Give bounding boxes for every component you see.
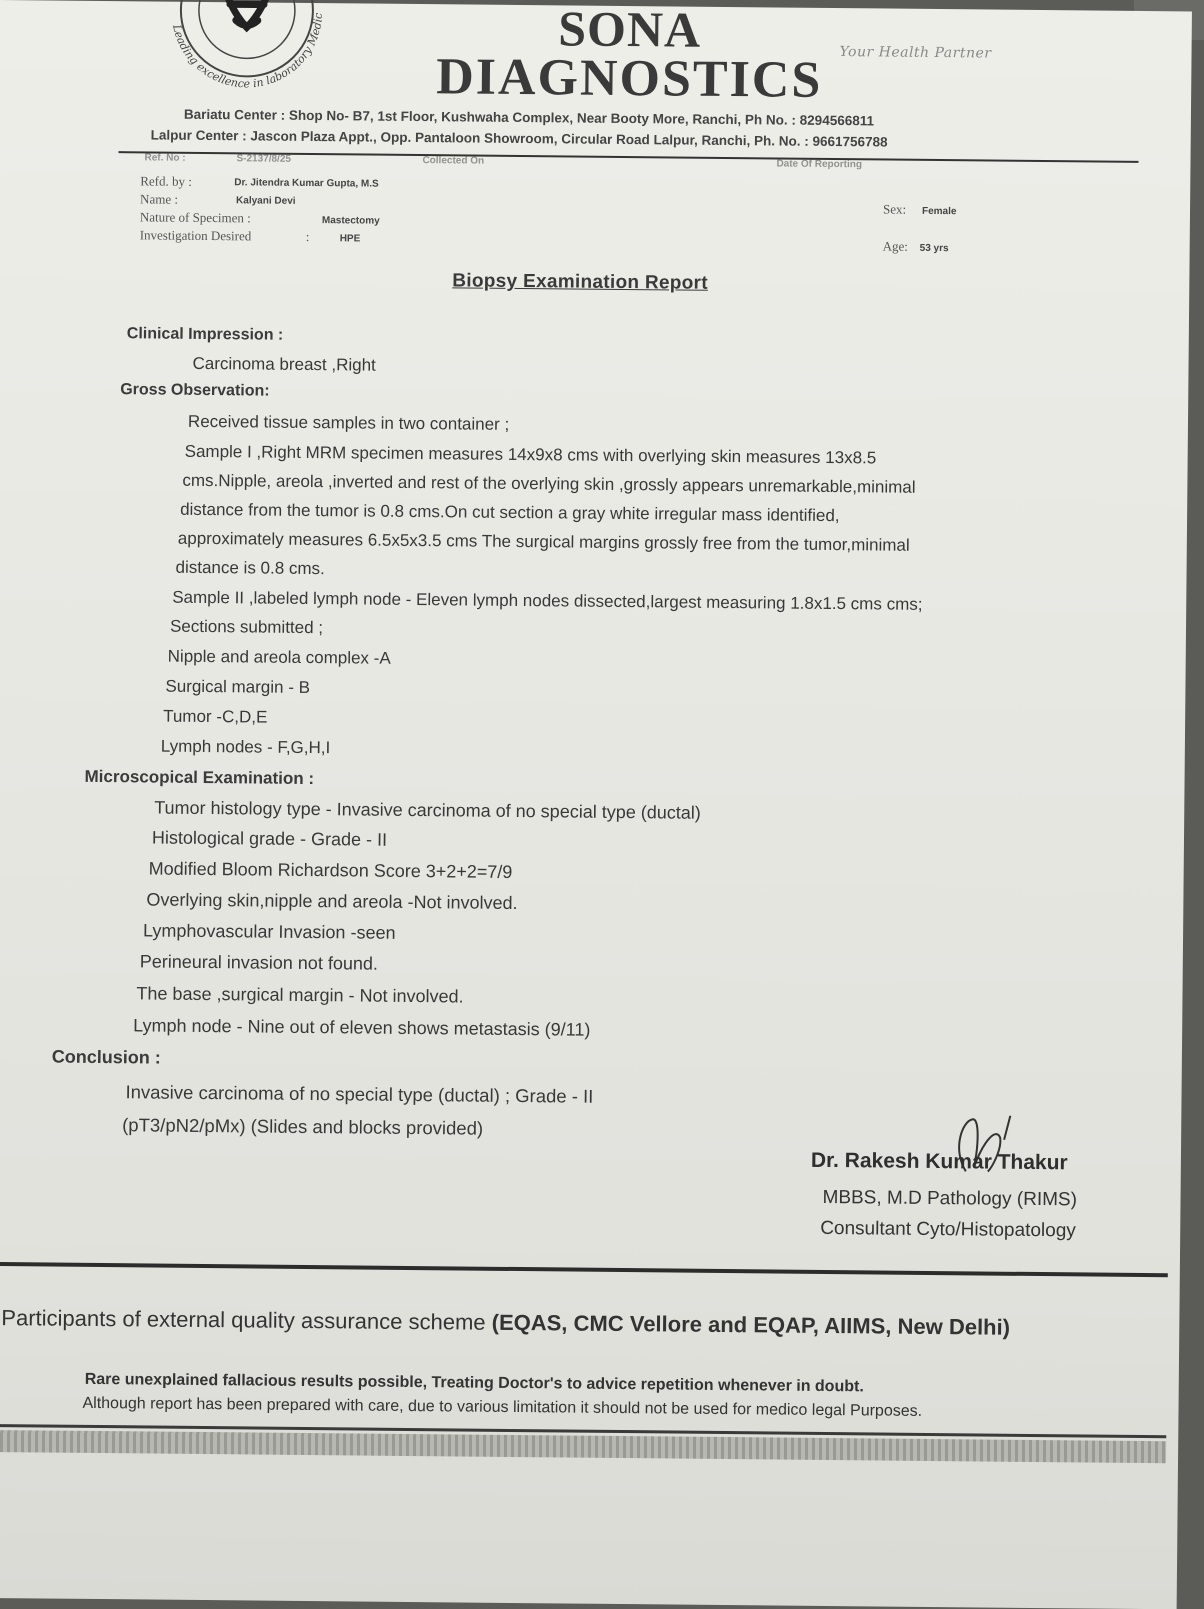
gross-line: Received tissue samples in two container ; (187, 411, 510, 434)
eqas-prefix: Participants of external quality assurance scheme (1, 1305, 486, 1335)
micro-line: Histological grade - Grade - II (151, 827, 388, 850)
gross-line: distance is 0.8 cms. (175, 557, 325, 579)
signatory-qualification: MBBS, M.D Pathology (RIMS) (822, 1186, 1078, 1211)
gross-line: Lymph nodes - F,G,H,I (160, 736, 331, 758)
signatory-designation: Consultant Cyto/Histopatology (820, 1217, 1076, 1242)
brand-line-2: DIAGNOSTICS (435, 48, 823, 109)
address-lalpur: Lalpur Center : Jascon Plaza Appt., Opp. Pantaloon Showroom, Circular Road Lalpur, Ranchi, Ph. No. : 9661756788 (150, 127, 888, 150)
refd-by-label: Refd. by : (140, 173, 192, 189)
ref-no-value: S-2137/8/25 (236, 153, 292, 165)
micro-line: Overlying skin,nipple and areola -Not involved. (146, 889, 518, 914)
gross-observation-heading: Gross Observation: (120, 381, 270, 400)
specimen-value: Mastectomy (321, 215, 380, 227)
conclusion-line: Invasive carcinoma of no special type (ductal) ; Grade - II (125, 1081, 594, 1107)
gross-line: Surgical margin - B (165, 676, 311, 698)
report-title: Biopsy Examination Report (452, 270, 709, 294)
clinical-impression-text: Carcinoma breast ,Right (192, 353, 376, 375)
gross-line: cms.Nipple, areola ,inverted and rest of the overlying skin ,grossly appears unremarkable,minimal (182, 470, 916, 497)
address-bariatu: Bariatu Center : Shop No- B7, 1st Floor, Kushwaha Complex, Near Booty More, Ranchi, Ph No. : 8294566811 (183, 106, 875, 129)
micro-line: The base ,surgical margin - Not involved. (136, 983, 464, 1007)
name-value: Kalyani Devi (236, 195, 296, 207)
brand-name (419, 0, 840, 109)
micro-line: Lymphovascular Invasion -seen (142, 920, 396, 943)
collected-on-label: Collected On (422, 155, 485, 167)
brand-line-1: SONA (558, 0, 702, 58)
footer-rule (0, 1262, 1168, 1277)
microscopical-heading: Microscopical Examination : (84, 766, 315, 789)
gross-line: approximately measures 6.5x5x3.5 cms The surgical margins grossly free from the tumor,minimal (177, 528, 910, 555)
date-of-reporting-label: Date Of Reporting (776, 158, 863, 171)
eqas-bodies: (EQAS, CMC Vellore and EQAP, AIIMS, New Delhi) (491, 1309, 1011, 1340)
sex-value: Female (921, 205, 957, 218)
eqas-statement (1, 1305, 1010, 1341)
sex-label: Sex: (882, 201, 907, 217)
signatory-name: Dr. Rakesh Kumar Thakur (810, 1148, 1068, 1175)
conclusion-line: (pT3/pN2/pMx) (Slides and blocks provided) (122, 1114, 484, 1139)
refd-by-value: Dr. Jitendra Kumar Gupta, M.S (234, 177, 379, 190)
age-value: 53 yrs (919, 242, 949, 255)
logo-arc-text: Leading excellence in laboratory Medicine (170, 12, 325, 91)
gross-line: Tumor -C,D,E (163, 706, 268, 727)
micro-line: Perineural invasion not found. (139, 951, 379, 974)
gross-line: Sample II ,labeled lymph node - Eleven lymph nodes dissected,largest measuring 1.8x1.5 cms cms; (172, 587, 923, 614)
micro-line: Modified Bloom Richardson Score 3+2+2=7/9 (148, 858, 513, 882)
tagline: Your Health Partner (839, 44, 992, 62)
clinical-impression-heading: Clinical Impression : (126, 325, 284, 344)
investigation-label: Investigation Desired (139, 227, 252, 244)
disclaimer-2: Although report has been prepared with care, due to various limitation it should not be used for medico legal Purposes. (82, 1394, 923, 1420)
micro-line: Lymph node - Nine out of eleven shows metastasis (9/11) (133, 1015, 591, 1040)
specimen-label: Nature of Specimen : (139, 209, 251, 226)
conclusion-heading: Conclusion : (51, 1046, 161, 1068)
lab-logo-icon (149, 0, 340, 91)
age-label: Age: (882, 238, 909, 254)
ref-no-label: Ref. No : (144, 152, 186, 164)
micro-line: Tumor histology type - Invasive carcinoma of no special type (ductal) (154, 797, 701, 823)
disclaimer-1: Rare unexplained fallacious results possible, Treating Doctor's to advice repetition whenever in doubt. (84, 1370, 864, 1396)
investigation-colon: : (305, 228, 310, 244)
name-label: Name : (140, 191, 179, 207)
gross-line: Sections submitted ; (169, 616, 324, 638)
gross-line: Sample I ,Right MRM specimen measures 14x9x8 cms with overlying skin measures 13x8.5 (184, 441, 877, 468)
investigation-value: HPE (339, 233, 361, 245)
gross-line: distance from the tumor is 0.8 cms.On cut section a gray white irregular mass identified, (180, 499, 840, 526)
gross-line: Nipple and areola complex -A (167, 646, 391, 668)
